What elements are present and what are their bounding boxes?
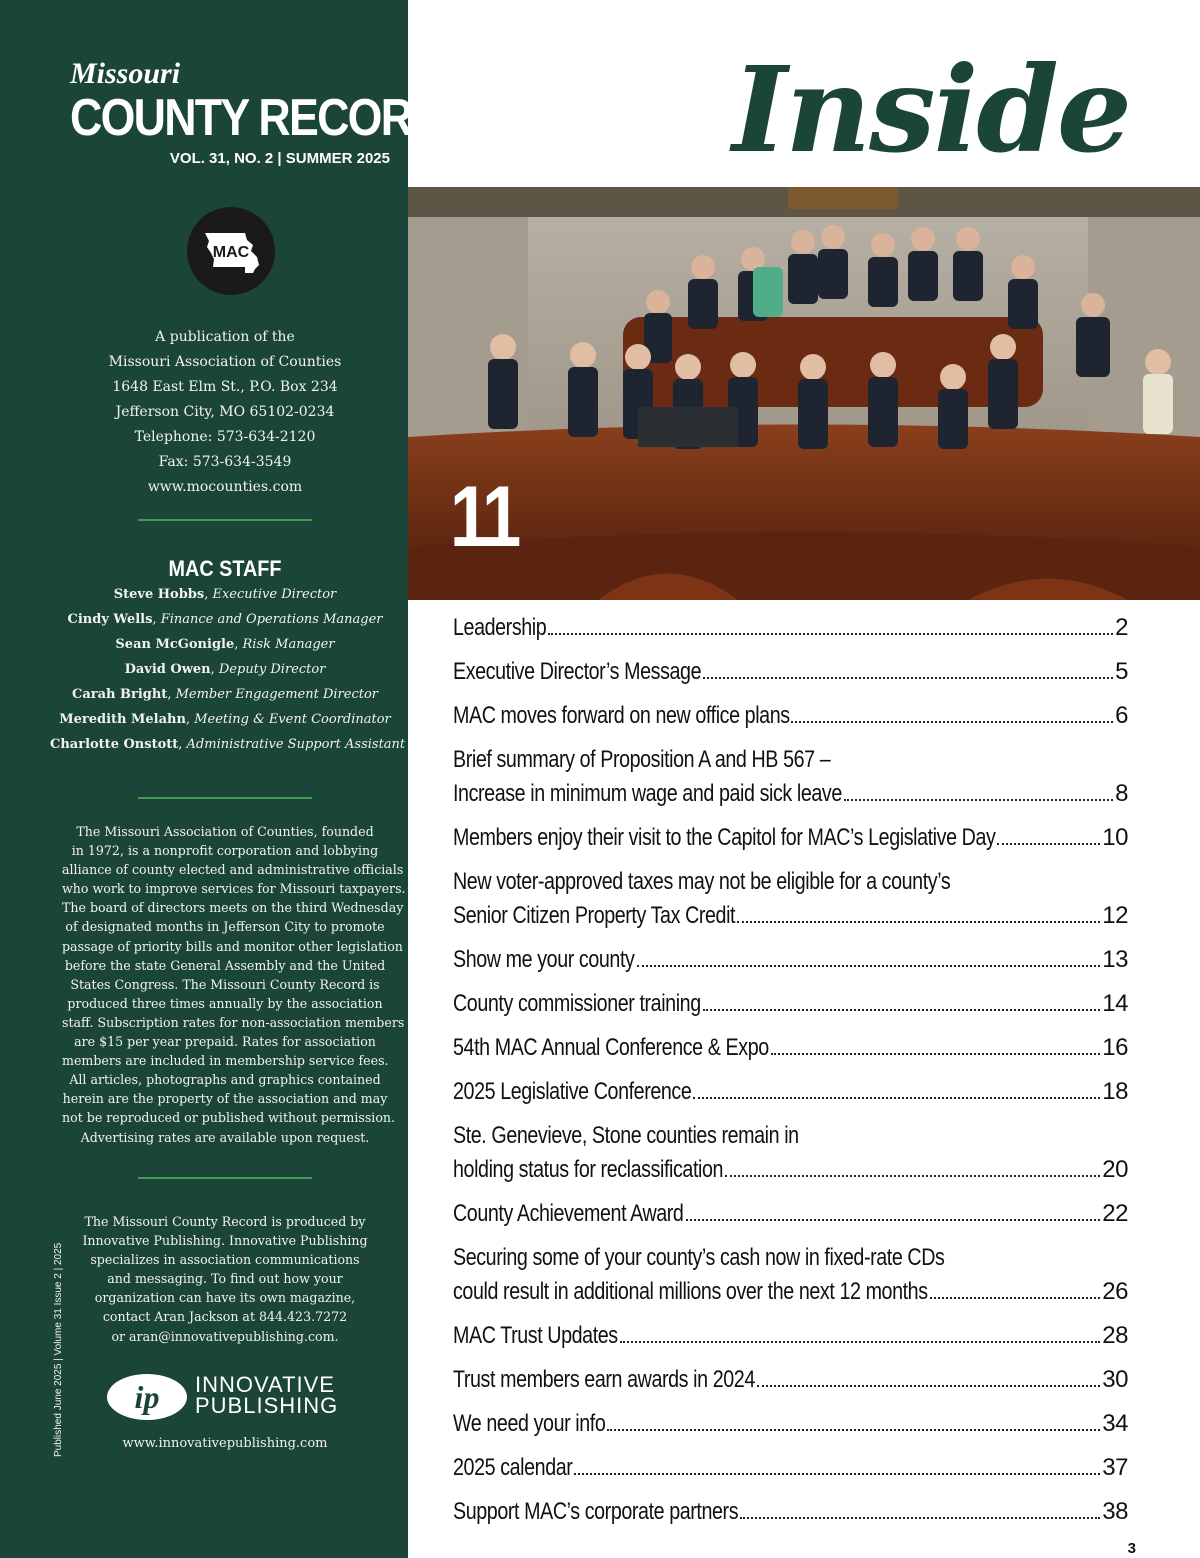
toc-title: MAC Trust Updates [453, 1322, 618, 1349]
about-line: The board of directors meets on the third Wednesday [62, 900, 404, 916]
toc-entry[interactable] [453, 1114, 1128, 1192]
toc-page-number: 38 [1102, 1498, 1128, 1525]
toc-line [453, 699, 1128, 733]
toc-leader-dots [740, 1517, 1100, 1519]
toc-page-number: 26 [1102, 1278, 1128, 1305]
toc-entry[interactable] [453, 1070, 1128, 1114]
toc-entry[interactable] [453, 1446, 1128, 1490]
toc-title: Executive Director’s Message [453, 658, 702, 685]
toc-page-number: 20 [1102, 1156, 1128, 1183]
toc-title: County Achievement Award [453, 1200, 684, 1227]
toc-line [453, 821, 1128, 855]
toc-title: 2025 Legislative Conference [453, 1078, 692, 1105]
toc-line [453, 1075, 1128, 1109]
staff-role: Administrative Support Assistant [186, 737, 406, 752]
toc-page-number: 22 [1102, 1200, 1128, 1227]
toc-line [453, 1495, 1128, 1529]
about-line: of designated months in Jefferson City to promote [65, 919, 385, 935]
toc-page-number: 18 [1102, 1078, 1128, 1105]
innovative-publishing-name [195, 1374, 338, 1416]
staff-name: Cindy Wells [67, 612, 153, 627]
about-line: passage of priority bills and monitor other legislation [62, 938, 403, 954]
toc-leader-dots [703, 677, 1113, 679]
staff-title: MAC STAFF [168, 556, 282, 581]
divider [138, 797, 312, 799]
toc-page-number: 34 [1102, 1410, 1128, 1437]
toc-line [453, 1363, 1128, 1397]
toc-entry[interactable] [453, 650, 1128, 694]
publisher-info [60, 325, 390, 500]
toc-entry[interactable] [453, 1314, 1128, 1358]
toc-line [453, 1241, 1128, 1275]
toc-entry[interactable] [453, 1490, 1128, 1534]
staff-role: Meeting & Event Coordinator [194, 712, 391, 727]
toc-entry[interactable] [453, 938, 1128, 982]
publisher-line: Telephone: 573-634-2120 [134, 429, 316, 445]
capitol-group-photo [408, 187, 1200, 600]
masthead-script: Missouri [70, 57, 181, 90]
staff-member: Charlotte Onstott, Administrative Support Assistant [50, 737, 406, 752]
feature-photo [408, 187, 1200, 600]
toc-title: Increase in minimum wage and paid sick leave [453, 780, 842, 807]
staff-role: Risk Manager [242, 637, 335, 652]
toc-entry[interactable] [453, 1358, 1128, 1402]
staff-role: Deputy Director [218, 662, 326, 677]
staff-name: David Owen [124, 662, 211, 677]
toc-title: Support MAC’s corporate partners [453, 1498, 739, 1525]
staff-member: Cindy Wells, Finance and Operations Manager [67, 612, 383, 627]
producer-line: Innovative Publishing. Innovative Publishing [82, 1233, 368, 1249]
producer-line: The Missouri County Record is produced by [84, 1214, 366, 1229]
publisher-line: www.mocounties.com [147, 479, 303, 495]
producer-line: and messaging. To find out how your [107, 1271, 343, 1287]
toc-line [453, 611, 1128, 645]
toc-line [453, 943, 1128, 977]
ip-name-line2: PUBLISHING [195, 1393, 339, 1418]
publication-vertical-text: Published June 2025 | Volume 31 Issue 2 | 2025 [53, 1242, 64, 1457]
toc-title: We need your info [453, 1410, 606, 1437]
toc-page-number: 28 [1102, 1322, 1128, 1349]
producer-line: specializes in association communications [90, 1252, 360, 1268]
staff-name: Steve Hobbs [113, 587, 205, 602]
toc-title: 54th MAC Annual Conference & Expo [453, 1034, 769, 1061]
toc-title: Brief summary of Proposition A and HB 567 – [453, 746, 831, 773]
staff-role: Member Engagement Director [175, 687, 379, 702]
about-line: States Congress. The Missouri County Record is [70, 976, 380, 992]
toc-line [453, 1197, 1128, 1231]
staff-member: Steve Hobbs, Executive Director [113, 587, 337, 602]
masthead-title: COUNTY RECORD [70, 89, 442, 147]
mac-logo [187, 207, 275, 295]
staff-name: Charlotte Onstott [50, 737, 179, 752]
staff-name: Carah Bright [71, 687, 168, 702]
toc-leader-dots [930, 1297, 1101, 1299]
feature-page-number: 11 [450, 469, 518, 565]
toc-entry[interactable] [453, 738, 1128, 816]
toc-leader-dots [771, 1053, 1100, 1055]
about-line: members are included in membership service fees. [62, 1053, 389, 1069]
toc-leader-dots [637, 965, 1101, 967]
toc-line [453, 1275, 1128, 1309]
toc-line [453, 899, 1128, 933]
about-line: Advertising rates are available upon request. [80, 1129, 370, 1145]
staff-member: Meredith Melahn, Meeting & Event Coordinator [59, 712, 391, 727]
staff-member: David Owen, Deputy Director [124, 662, 326, 677]
toc-page-number: 6 [1115, 702, 1128, 729]
toc-leader-dots [725, 1175, 1100, 1177]
staff-name: Meredith Melahn [59, 712, 186, 727]
toc-entry[interactable] [453, 1402, 1128, 1446]
toc-title: Trust members earn awards in 2024 [453, 1366, 755, 1393]
toc-leader-dots [548, 633, 1113, 635]
toc-leader-dots [703, 1009, 1100, 1011]
about-line: staff. Subscription rates for non-association members [62, 1014, 405, 1030]
toc-leader-dots [620, 1341, 1101, 1343]
missouri-map-icon [187, 207, 275, 295]
toc-page-number: 13 [1102, 946, 1128, 973]
toc-entry[interactable] [453, 606, 1128, 650]
toc-page-number: 30 [1102, 1366, 1128, 1393]
about-line: before the state General Assembly and the United [64, 957, 386, 973]
staff-role: Finance and Operations Manager [160, 612, 383, 627]
publisher-line: Missouri Association of Counties [108, 354, 342, 370]
toc-page-number: 10 [1102, 824, 1128, 851]
toc-leader-dots [997, 843, 1100, 845]
toc-entry[interactable] [453, 1236, 1128, 1314]
toc-title: Ste. Genevieve, Stone counties remain in [453, 1122, 799, 1149]
logo-text: MAC [212, 244, 250, 261]
toc-line [453, 1407, 1128, 1441]
toc-leader-dots [693, 1097, 1100, 1099]
staff-member: Carah Bright, Member Engagement Director [71, 687, 379, 702]
staff-list [50, 582, 406, 757]
toc-line [453, 743, 1128, 777]
toc-leader-dots [607, 1429, 1100, 1431]
toc-leader-dots [757, 1385, 1100, 1387]
toc-leader-dots [737, 921, 1100, 923]
innovative-publishing-url: www.innovativepublishing.com [122, 1436, 328, 1451]
page-number: 3 [1127, 1540, 1136, 1557]
divider [138, 1177, 312, 1179]
toc-line [453, 1119, 1128, 1153]
toc-entry[interactable] [453, 1026, 1128, 1070]
toc-leader-dots [686, 1219, 1101, 1221]
toc-line [453, 1451, 1128, 1485]
toc-title: Securing some of your county’s cash now in fixed-rate CDs [453, 1244, 945, 1271]
table-of-contents [453, 606, 1128, 1534]
about-line: who work to improve services for Missouri taxpayers. [62, 881, 406, 897]
toc-title: County commissioner training [453, 990, 701, 1017]
toc-leader-dots [574, 1473, 1100, 1475]
toc-entry[interactable] [453, 694, 1128, 738]
about-line: All articles, photographs and graphics contained [69, 1072, 381, 1088]
producer-line: or aran@innovativepublishing.com. [111, 1328, 339, 1344]
toc-entry[interactable] [453, 982, 1128, 1026]
toc-page-number: 5 [1115, 658, 1128, 685]
staff-role: Executive Director [212, 587, 337, 602]
about-line: produced three times annually by the association [67, 995, 383, 1011]
toc-title: MAC moves forward on new office plans [453, 702, 790, 729]
toc-entry[interactable] [453, 816, 1128, 860]
toc-line [453, 1319, 1128, 1353]
about-line: in 1972, is a nonprofit corporation and lobbying [71, 843, 379, 859]
toc-line [453, 655, 1128, 689]
toc-entry[interactable] [453, 1192, 1128, 1236]
staff-name: Sean McGonigle [115, 637, 235, 652]
toc-page-number: 8 [1115, 780, 1128, 807]
toc-line [453, 1153, 1128, 1187]
producer-line: contact Aran Jackson at 844.423.7272 [102, 1309, 348, 1325]
toc-title: 2025 calendar [453, 1454, 573, 1481]
toc-line [453, 1031, 1128, 1065]
toc-entry[interactable] [453, 860, 1128, 938]
producer-line: organization can have its own magazine, [94, 1290, 356, 1306]
toc-title: could result in additional millions over the next 12 months [453, 1278, 928, 1305]
about-text [62, 822, 406, 1147]
toc-page-number: 2 [1115, 614, 1128, 641]
toc-title: Senior Citizen Property Tax Credit [453, 902, 736, 929]
ip-name-line1: INNOVATIVE [195, 1372, 335, 1397]
publisher-line: A publication of the [155, 329, 295, 345]
publisher-line: 1648 East Elm St., P.O. Box 234 [112, 379, 338, 395]
toc-title: Leadership [453, 614, 547, 641]
about-line: alliance of county elected and administrative officials [62, 862, 404, 878]
about-line: are $15 per year prepaid. Rates for association [74, 1034, 376, 1050]
toc-line [453, 987, 1128, 1021]
toc-page-number: 14 [1102, 990, 1128, 1017]
toc-line [453, 865, 1128, 899]
publisher-line: Jefferson City, MO 65102-0234 [115, 404, 335, 420]
page-title: Inside [732, 40, 1130, 179]
toc-leader-dots [844, 799, 1113, 801]
toc-leader-dots [791, 721, 1113, 723]
producer-text [62, 1212, 388, 1346]
about-line: The Missouri Association of Counties, founded [76, 824, 374, 839]
toc-title: Show me your county [453, 946, 635, 973]
publisher-line: Fax: 573-634-3549 [158, 454, 292, 470]
sidebar [0, 0, 442, 1558]
toc-page-number: 37 [1102, 1454, 1128, 1481]
toc-title: holding status for reclassification [453, 1156, 724, 1183]
about-line: herein are the property of the association and may [62, 1091, 388, 1107]
divider [138, 519, 312, 521]
staff-member: Sean McGonigle, Risk Manager [115, 637, 335, 652]
toc-page-number: 16 [1102, 1034, 1128, 1061]
masthead-volume: VOL. 31, NO. 2 | SUMMER 2025 [169, 150, 390, 167]
toc-title: Members enjoy their visit to the Capitol for MAC’s Legislative Day [453, 824, 996, 851]
toc-title: New voter-approved taxes may not be eligible for a county’s [453, 868, 951, 895]
about-line: not be reproduced or published without permission. [62, 1110, 396, 1126]
innovative-publishing-logo: ip [107, 1374, 187, 1420]
toc-page-number: 12 [1102, 902, 1128, 929]
toc-line [453, 777, 1128, 811]
